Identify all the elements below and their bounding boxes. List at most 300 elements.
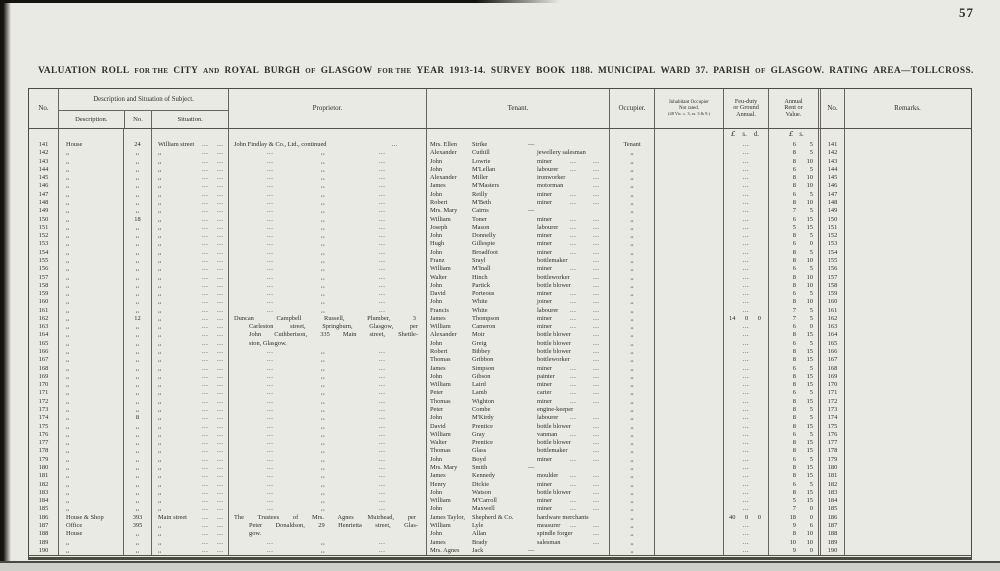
dots-leader: ...	[742, 298, 750, 306]
feu-duty-cell	[723, 331, 768, 339]
remarks-cell	[844, 472, 970, 480]
table-row	[29, 389, 971, 397]
rent-cell	[768, 331, 818, 339]
title-segment: BURGH	[264, 66, 301, 76]
dots-leader: ...	[202, 463, 209, 471]
rent-pounds: 6	[792, 323, 796, 331]
table-row	[29, 547, 971, 555]
title-segment: OF	[305, 67, 316, 75]
proprietor-cell	[228, 174, 426, 182]
description-cell: ,,	[58, 240, 123, 248]
street-no-cell: ,,	[123, 439, 151, 447]
occupation-text: ironworker	[537, 174, 566, 182]
ditto-mark: ,,	[321, 447, 326, 455]
description-cell: ,,	[58, 232, 123, 240]
dots-leader: ...	[742, 414, 750, 422]
dots-leader: ...	[217, 397, 224, 405]
tenant-cell	[426, 307, 609, 315]
rent-pounds: 18	[789, 513, 796, 521]
tenant-surname: Thompson	[472, 314, 500, 322]
dots-leader: ...	[267, 149, 274, 157]
description-cell: ,,	[58, 307, 123, 315]
dots-leader: ...	[217, 513, 224, 521]
dots-leader: ...	[267, 546, 274, 554]
occupier-cell: ,,	[609, 158, 654, 166]
occupier-cell: ,,	[609, 174, 654, 182]
inhabitant-cell	[654, 141, 723, 149]
dots-leader: ...	[379, 265, 386, 273]
row-no2-cell: 177	[818, 439, 844, 447]
dots-leader: ...	[217, 348, 224, 356]
situation-text: ,,	[158, 414, 162, 422]
row-no2-cell: 150	[818, 216, 844, 224]
dots-leader: ...	[593, 356, 600, 364]
tenant-occupation	[537, 257, 610, 265]
feu-duty-cell	[723, 406, 768, 414]
dots-leader: ...	[742, 389, 750, 397]
row-no2-cell: 144	[818, 166, 844, 174]
dots-leader: ...	[593, 232, 600, 240]
title-segment: OF	[755, 67, 766, 75]
dots-leader: ...	[379, 414, 386, 422]
feu-duty-cell	[723, 141, 768, 149]
situation-text: William street	[158, 141, 195, 148]
dots-leader: ...	[217, 165, 224, 173]
col-header-description-group	[58, 89, 228, 128]
remarks-cell	[844, 505, 970, 513]
street-no-cell: ,,	[123, 240, 151, 248]
remarks-cell	[844, 191, 970, 199]
table-row	[29, 406, 971, 414]
situation-text: ,,	[158, 165, 162, 173]
remarks-cell	[844, 348, 970, 356]
dots-leader: ...	[379, 505, 386, 513]
dots-leader: ...	[217, 447, 224, 455]
situation-text: ,,	[158, 223, 162, 231]
feu-duty-cell	[723, 389, 768, 397]
row-no2-cell: 174	[818, 414, 844, 422]
occupation-text: miner	[537, 198, 552, 206]
rent-cell	[768, 307, 818, 315]
table-row	[29, 464, 971, 472]
situation-cell	[151, 249, 228, 257]
ditto-mark: ,,	[321, 505, 326, 513]
tenant-occupation	[537, 199, 610, 207]
remarks-cell	[844, 315, 970, 323]
remarks-cell	[844, 539, 970, 547]
rent-cell	[768, 149, 818, 157]
occupation-text: bottleworker	[537, 356, 570, 364]
dots-leader: ...	[202, 538, 209, 546]
dots-leader: ...	[742, 463, 750, 471]
description-cell: ,,	[58, 323, 123, 331]
description-cell: ,,	[58, 249, 123, 257]
dots-leader: ...	[570, 414, 577, 422]
row-no2-cell: 176	[818, 431, 844, 439]
feu-duty-cell	[723, 439, 768, 447]
description-cell: ,,	[58, 547, 123, 555]
tenant-cell	[426, 356, 609, 364]
rent-pounds: 9	[792, 546, 796, 554]
dots-leader: ...	[202, 414, 209, 422]
proprietor-cell	[228, 199, 426, 207]
proprietor-text: Peter Donaldson, 29 Henrietta street, Glas-	[249, 521, 418, 529]
dots-leader: ...	[742, 232, 750, 240]
occupation-text: miner	[537, 480, 552, 488]
dots-leader: ...	[570, 223, 577, 231]
situation-text: ,,	[158, 215, 162, 223]
dots-leader: ...	[217, 472, 224, 480]
tenant-surname: Lamb	[472, 389, 487, 397]
description-cell: ,,	[58, 315, 123, 323]
rent-shillings: 10	[806, 182, 813, 190]
situation-cell	[151, 539, 228, 547]
description-cell: ,,	[58, 365, 123, 373]
rent-shillings: 5	[809, 141, 813, 148]
remarks-cell	[844, 274, 970, 282]
occupation-text: bottle blower	[537, 422, 571, 430]
tenant-cell	[426, 290, 609, 298]
dots-leader: ...	[742, 422, 750, 430]
remarks-cell	[844, 182, 970, 190]
description-cell: ,,	[58, 158, 123, 166]
proprietor-text: The Trustees of Mrs. Agnes Muirhead, per	[234, 513, 416, 521]
dots-leader: ...	[267, 406, 274, 413]
tenant-surname: Hinch	[472, 273, 488, 281]
dots-leader: ...	[202, 447, 209, 455]
units-spacer	[228, 129, 426, 141]
situation-text: ,,	[158, 447, 162, 455]
tenant-forename: Mrs. Agnes	[430, 546, 460, 554]
tenant-forename: Thomas	[430, 356, 451, 364]
feu-duty-cell	[723, 265, 768, 273]
situation-cell	[151, 414, 228, 422]
rent-cell	[768, 464, 818, 472]
dots-leader: ...	[267, 248, 274, 256]
dots-leader: ...	[267, 414, 274, 422]
situation-cell	[151, 323, 228, 331]
dots-leader: ...	[217, 232, 224, 240]
situation-cell	[151, 224, 228, 232]
dots-leader: ...	[202, 546, 209, 554]
proprietor-text: Duncan Campbell Russell, Plumber, 3	[234, 314, 416, 322]
dots-leader: ...	[217, 174, 224, 182]
dots-leader: ...	[379, 372, 386, 380]
tenant-forename: William	[430, 497, 451, 505]
dots-leader: ...	[742, 182, 750, 190]
rent-shillings: 15	[806, 223, 813, 231]
rent-pounds: 8	[792, 414, 796, 422]
rent-shillings: 15	[806, 356, 813, 364]
row-no-cell: 153	[38, 240, 49, 248]
tenant-forename: Mrs. Mary	[430, 463, 458, 471]
title-segment: AREA—TOLLCROSS.	[873, 66, 974, 76]
tenant-surname: Maxwell	[472, 505, 495, 513]
col-header-remarks: Remarks.	[844, 89, 970, 128]
tenant-occupation	[537, 348, 610, 356]
feu-line-1: Feu-duty	[734, 97, 758, 105]
dots-leader: ...	[267, 447, 274, 455]
situation-cell	[151, 191, 228, 199]
tenant-forename: James	[430, 364, 446, 372]
table-row	[29, 447, 971, 455]
dots-leader: ...	[570, 389, 577, 397]
rent-cell	[768, 356, 818, 364]
dots-leader: ...	[379, 157, 386, 165]
pound-sign: £	[731, 130, 736, 138]
row-no2-cell: 183	[818, 489, 844, 497]
feu-line-3: Annual.	[736, 110, 756, 118]
dots-leader: ...	[217, 223, 224, 231]
rent-cell	[768, 240, 818, 248]
table-row	[29, 257, 971, 265]
occupation-text: bottle blower	[537, 331, 571, 339]
tenant-surname: Bibbey	[472, 348, 491, 356]
proprietor-cell	[228, 447, 426, 455]
tenant-forename: William	[430, 265, 451, 273]
dots-leader: ...	[267, 455, 274, 463]
rent-pounds: 8	[792, 406, 796, 413]
occupation-text: bottleworker	[537, 273, 570, 281]
tenant-forename: Thomas	[430, 397, 451, 405]
remarks-cell	[844, 249, 970, 257]
rent-pounds: 7	[792, 314, 796, 322]
tenant-forename: Franz	[430, 256, 445, 264]
description-cell: ,,	[58, 423, 123, 431]
occupier-cell: ,,	[609, 439, 654, 447]
dots-leader: ...	[593, 306, 600, 314]
tenant-occupation	[537, 381, 610, 389]
dots-leader: ...	[217, 190, 224, 198]
row-no2-cell: 160	[818, 298, 844, 306]
situation-text: ,,	[158, 497, 162, 505]
feu-duty-cell	[723, 497, 768, 505]
feu-duty-cell	[723, 174, 768, 182]
row-no-cell: 180	[38, 463, 49, 471]
dots-leader: ...	[267, 223, 274, 231]
street-no-cell: ,,	[123, 365, 151, 373]
occupation-text: bottle blower	[537, 488, 571, 496]
ditto-mark: ,,	[321, 256, 326, 264]
table-row	[29, 298, 971, 306]
dots-leader: ...	[593, 182, 600, 190]
table-row	[29, 505, 971, 513]
occupier-cell: ,,	[609, 331, 654, 339]
dots-leader: ...	[202, 240, 209, 248]
row-no2-cell: 187	[818, 522, 844, 530]
situation-text: ,,	[158, 240, 162, 248]
proprietor-cell	[228, 414, 426, 422]
tenant-surname: Prentice	[472, 422, 493, 430]
row-no-cell: 164	[38, 331, 49, 339]
remarks-cell	[844, 257, 970, 265]
inhabitant-cell	[654, 191, 723, 199]
dash: —	[528, 546, 535, 554]
dots-leader: ...	[570, 240, 577, 248]
dots-leader: ...	[742, 174, 750, 182]
dots-leader: ...	[217, 240, 224, 248]
ditto-mark: ,,	[321, 273, 326, 281]
row-no-cell: 176	[38, 430, 49, 438]
dots-leader: ...	[742, 273, 750, 281]
dots-leader: ...	[217, 480, 224, 488]
street-no-cell: ,,	[123, 389, 151, 397]
row-no-cell: 182	[38, 480, 49, 488]
tenant-forename: James Taylor,	[430, 513, 466, 521]
dots-leader: ...	[379, 348, 386, 356]
rent-cell	[768, 539, 818, 547]
tenant-occupation	[537, 481, 610, 489]
occupation-text: salesman	[537, 538, 561, 546]
situation-text: ,,	[158, 149, 162, 157]
dots-leader: ...	[593, 174, 600, 182]
tenant-surname: Allan	[472, 530, 487, 538]
rent-pounds: 6	[792, 240, 796, 248]
description-cell: ,,	[58, 216, 123, 224]
occupier-cell: ,,	[609, 514, 654, 522]
situation-cell	[151, 497, 228, 505]
description-cell: House	[58, 141, 123, 149]
tenant-forename: Mrs. Mary	[430, 207, 458, 215]
row-no2-cell: 178	[818, 447, 844, 455]
tenant-cell	[426, 257, 609, 265]
occupier-cell: ,,	[609, 530, 654, 538]
ditto-mark: ,,	[321, 538, 326, 546]
dots-leader: ...	[217, 463, 224, 471]
inhabitant-cell	[654, 539, 723, 547]
rent-shillings: 0	[809, 240, 813, 248]
dots-leader: ...	[593, 256, 600, 264]
dots-leader: ...	[217, 339, 224, 347]
proprietor-text: ston, Glasgow.	[249, 339, 287, 347]
feu-duty-cell	[723, 166, 768, 174]
table-row	[29, 224, 971, 232]
remarks-cell	[844, 439, 970, 447]
ditto-mark: ,,	[321, 207, 326, 215]
proprietor-cell	[228, 431, 426, 439]
dots-leader: ...	[379, 207, 386, 215]
rent-cell	[768, 431, 818, 439]
tenant-cell	[426, 340, 609, 348]
dots-leader: ...	[267, 182, 274, 190]
table-row	[29, 431, 971, 439]
row-no2-cell: 141	[818, 141, 844, 149]
dots-leader: ...	[267, 298, 274, 306]
table-row	[29, 489, 971, 497]
dots-leader: ...	[742, 381, 750, 389]
rent-shillings: 15	[806, 463, 813, 471]
rent-cell	[768, 199, 818, 207]
tenant-occupation	[528, 546, 610, 555]
dots-leader: ...	[593, 439, 600, 447]
dots-leader: ...	[570, 397, 577, 405]
feu-duty-cell	[723, 274, 768, 282]
feu-duty-cell	[723, 307, 768, 315]
tenant-forename: Hugh	[430, 240, 445, 248]
ditto-mark: ,,	[321, 174, 326, 182]
dots-leader: ...	[217, 256, 224, 264]
dots-leader: ...	[742, 248, 750, 256]
street-no-cell: ,,	[123, 348, 151, 356]
rent-shillings: 0	[809, 546, 813, 554]
occupier-cell: ,,	[609, 547, 654, 555]
table-row	[29, 539, 971, 547]
proprietor-cell	[228, 158, 426, 166]
description-cell: ,,	[58, 505, 123, 513]
remarks-cell	[844, 456, 970, 464]
tenant-surname: Cuthill	[472, 149, 490, 157]
dots-leader: ...	[267, 273, 274, 281]
tenant-cell	[426, 505, 609, 513]
tenant-forename: David	[430, 422, 446, 430]
dots-leader: ...	[267, 397, 274, 405]
rent-line-1: Annual	[784, 97, 803, 105]
rent-pounds: 8	[792, 530, 796, 538]
rent-shillings: 5	[809, 455, 813, 463]
table-row	[29, 191, 971, 199]
feu-duty-cell	[723, 456, 768, 464]
rent-cell	[768, 530, 818, 538]
col-header-description: Description.	[75, 116, 108, 123]
rent-shillings: 0	[809, 323, 813, 331]
row-no-cell: 187	[38, 521, 49, 529]
occupier-cell: ,,	[609, 398, 654, 406]
proprietor-cell	[228, 373, 426, 381]
dots-leader: ...	[267, 348, 274, 356]
rent-cell	[768, 439, 818, 447]
proprietor-cell	[228, 505, 426, 513]
dots-leader: ...	[379, 240, 386, 248]
row-no-cell: 144	[38, 165, 49, 173]
row-no-cell: 189	[38, 538, 49, 546]
occupier-cell: ,,	[609, 290, 654, 298]
occupier-cell: ,,	[609, 497, 654, 505]
row-no-cell: 160	[38, 298, 49, 306]
inhabitant-cell	[654, 472, 723, 480]
dots-leader: ...	[742, 348, 750, 356]
dots-leader: ...	[593, 505, 600, 513]
situation-text: ,,	[158, 281, 162, 289]
proprietor-cell	[228, 398, 426, 406]
table-row	[29, 174, 971, 182]
rent-cell	[768, 365, 818, 373]
table-row	[29, 158, 971, 166]
tenant-cell	[426, 481, 609, 489]
situation-text: ,,	[158, 157, 162, 165]
rent-cell	[768, 265, 818, 273]
col-header-proprietor: Proprietor.	[228, 89, 426, 128]
tenant-surname: Partick	[472, 281, 491, 289]
row-no2-cell: 152	[818, 232, 844, 240]
street-no-cell: ,,	[123, 464, 151, 472]
tenant-cell	[426, 381, 609, 389]
dots-leader: ...	[202, 497, 209, 505]
rent-shillings: 5	[809, 207, 813, 215]
scan-bottom-edge	[0, 561, 1000, 571]
dots-leader: ...	[570, 521, 577, 529]
dots-leader: ...	[202, 165, 209, 173]
dots-leader: ...	[217, 530, 224, 538]
inhabitant-cell	[654, 406, 723, 414]
table-row	[29, 216, 971, 224]
table-row	[29, 149, 971, 157]
tenant-surname: Lyle	[472, 521, 484, 529]
occupier-cell: ,,	[609, 307, 654, 315]
remarks-cell	[844, 158, 970, 166]
tenant-forename: Alexander	[430, 149, 457, 157]
situation-cell	[151, 141, 228, 149]
dots-leader: ...	[593, 215, 600, 223]
